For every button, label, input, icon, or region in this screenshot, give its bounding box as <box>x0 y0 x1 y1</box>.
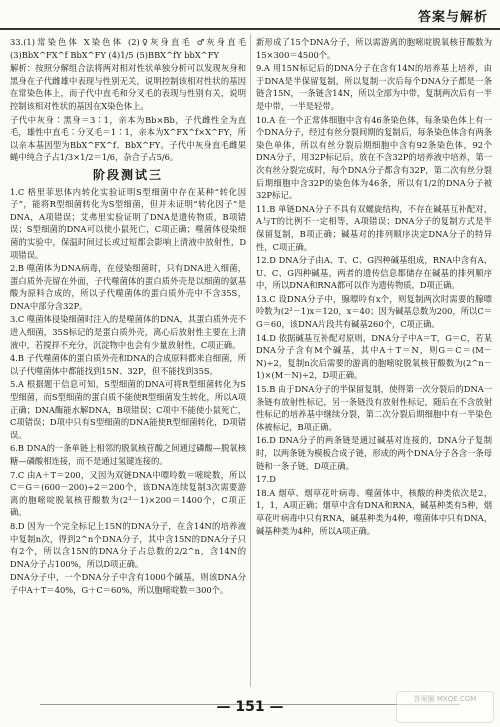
answer-13: 13.C 设DNA分子中，腺嘌呤有x个，则复制两次时需要的腺嘌呤数为(2²－1)x＝120，x＝40；因为碱基总数为200，所以C＝G＝60，该DNA片段共有碱基260个，C项正确。 <box>256 293 492 330</box>
page-header <box>0 0 500 30</box>
analysis-33: 解析：按照分解组合法将两对相对性状单独分析可以发现灰身和黑身在子代雌雄中表现与性别无关，说明控制该相对性状的基因在常染色体上，而子代中直毛和分叉毛的表现与性别有关，说明控制该相对性状的基因在X染色体上。 <box>10 63 246 111</box>
answer-8: 8.D 因为一个完全标记上15N的DNA分子，在含14N的培养液中复制n次，得到2^n个DNA分子，其中含15N的DNA分子只有2个，所以含15N的DNA分子占总数的2/2^n，含14N的DNA分子占100%，所以D项正确。 <box>10 520 246 569</box>
answer-7: 7.C 由A＋T＝200，又因为双链DNA中嘌呤数＝嘧啶数，所以C＝G＝(600－200)÷2＝200个，该DNA连续复制3次需要游离的胞嘧啶脱氧核苷酸数为(2³－1)×200＝1400个，C项正确。 <box>10 469 246 518</box>
answer-15: 15.B 由于DNA分子的半保留复制，使得第一次分裂后的DNA一条链有放射性标记，另一条链没有放射性标记，随后在不含放射性标记的培养基中继续分裂，第二次分裂后期细胞中有一半染色体被标记，B项正确。 <box>256 384 492 432</box>
answer-11: 11.B 单链DNA分子不具有双螺旋结构，不存在碱基互补配对，A与T的比例不一定相等，A项错误；DNA分子的复制方式是半保留复制，B项正确；碱基对的排列顺序决定DNA分子的特异性，C项正确。 <box>256 203 492 252</box>
right-column <box>256 36 492 689</box>
answer-1: 1.C 格里菲思体内转化实验证明S型细菌中存在某种“转化因子”，能将R型细菌转化为S型细菌，但并未证明“转化因子”是DNA，A项错误；艾弗里实验证明了DNA是遗传物质，B项错误；S型细菌的DNA可以使小鼠死亡，C项正确；噬菌体侵染细菌的实验中，保温时间过长或过短都会影响上清液中放射性，D项错误。 <box>10 186 246 260</box>
left-column <box>10 36 246 689</box>
section-title: 阶段测试三 <box>92 167 163 182</box>
answer-5: 5.A 根据题干信息可知，S型细菌的DNA可将R型细菌转化为S型细菌，而S型细菌的蛋白质不能使R型细菌发生转化，所以A项正确；DNA酶能水解DNA，B项错误；C项中不能使小鼠死亡，C项错误；D项中只有S型细菌的DNA能使R型细菌转化，D项错误。 <box>10 379 246 440</box>
answer-4: 4.B 子代噬菌体的蛋白质外壳和DNA的合成原料都来自细菌，所以子代噬菌体中都能找到15N、32P，但不能找到35S。 <box>10 353 246 376</box>
answer-17: 17.D <box>256 474 276 485</box>
header-title: 答案与解析 <box>417 10 488 25</box>
answer-2: 2.B 噬菌体为DNA病毒，在侵染细菌时，只有DNA进入细菌，蛋白质外壳留在外面，子代噬菌体的蛋白质外壳是以细菌的氨基酸为原料合成的，所以子代噬菌体的蛋白质外壳中不含35S，DNA中部分含32P。 <box>10 263 246 311</box>
answer-10: 10.A 在一个正常体细胞中含有46条染色体，每条染色体上有一个DNA分子，经过有丝分裂间期的复制后，每条染色体含有两条染色单体，所以有丝分裂后期细胞中含有92条染色体，92个DNA分子，用32P标记后，放在不含32P的培养液中培养，第一次有丝分裂完成时，每个DNA分子都含有32P，第二次有丝分裂后期细胞中含32P的染色体为46条，所以有1/2的DNA分子被32P标记。 <box>256 114 492 201</box>
answer-14: 14.D 依据碱基互补配对原则，DNA分子中A＝T，G＝C，若某DNA分子含有M个碱基，其中A＋T＝N，则G＝C＝(M－N)÷2，复制n次后需要的游离的胞嘧啶脱氧核苷酸数为(2^n－1)×(M－N)÷2，D项正确。 <box>256 332 492 381</box>
answer-8-tail: 新形成了15个DNA分子，所以需游离的胞嘧啶脱氧核苷酸数为15×300＝4500个。 <box>256 37 492 60</box>
answer-33: 33.(1)常染色体 X染色体 (2)♀灰身直毛 ♂灰身直毛 (3)BbX^FX^f BbX^FY (4)1/5 (5)BBX^fY bbX^FY <box>10 37 246 60</box>
site-watermark: 答案圈 MXQE.COM <box>396 691 494 723</box>
analysis-33-cont: 子代中灰身∶黑身＝3∶1，亲本为Bb×Bb，子代雌性全为直毛，雄性中直毛∶分叉毛＝1∶1，亲本为X^FX^f×X^FY，所以亲本基因型为BbX^FX^f、BbX^FY。子代中灰身直毛雌果蝇中纯合子占1/3×1/2＝1/6，杂合子占5/6。 <box>10 114 246 163</box>
answer-3: 3.C 噬菌体侵染细菌时注入的是噬菌体的DNA，其蛋白质外壳不进入细菌，35S标记的是蛋白质外壳，离心后放射性主要在上清液中，若搅拌不充分，沉淀物中也会有少量放射性，C项正确。 <box>10 314 246 350</box>
answer-9: 9.A 用15N标记后的DNA分子在含有14N的培养基上培养，由于DNA是半保留复制，所以复制一次后每个DNA分子都是一条链含15N，一条链含14N，所以全部为中带，复制两次后有一半是中带，一半是轻带。 <box>256 63 492 111</box>
answer-18: 18.A 烟草、烟草花叶病毒、噬菌体中，核酸的种类依次是2，1，1，A项正确；烟草中含有DNA和RNA，碱基种类有5种，烟草花叶病毒中只有RNA，碱基种类为4种，噬菌体中只有DNA，碱基种类为4种，所以A项正确。 <box>256 487 492 536</box>
answer-12: 12.D DNA分子由A、T、C、G四种碱基组成，RNA中含有A、U、C、G四种碱基，两者的遗传信息都储存在碱基的排列顺序中，所以DNA和RNA都可以作为遗传物质，D项正确。 <box>256 255 492 291</box>
answer-8-cont: DNA分子中，一个DNA分子中含有1000个碱基，则该DNA分子中A＋T＝40%，G＋C＝60%，所以胞嘧啶数＝300个。 <box>10 572 246 595</box>
answer-16: 16.D DNA分子的两条链是通过碱基对连接的，DNA分子复制时，以两条链为模板合成子链，形成的两个DNA分子各含一条母链和一条子链，D项正确。 <box>256 435 492 471</box>
column-divider <box>250 34 251 687</box>
answer-6: 6.B DNA的一条单链上相邻的脱氧核苷酸之间通过磷酸—脱氧核糖—磷酸相连接，而不是通过氢键连接的。 <box>10 443 246 466</box>
page-number: — 151 — <box>216 699 284 715</box>
